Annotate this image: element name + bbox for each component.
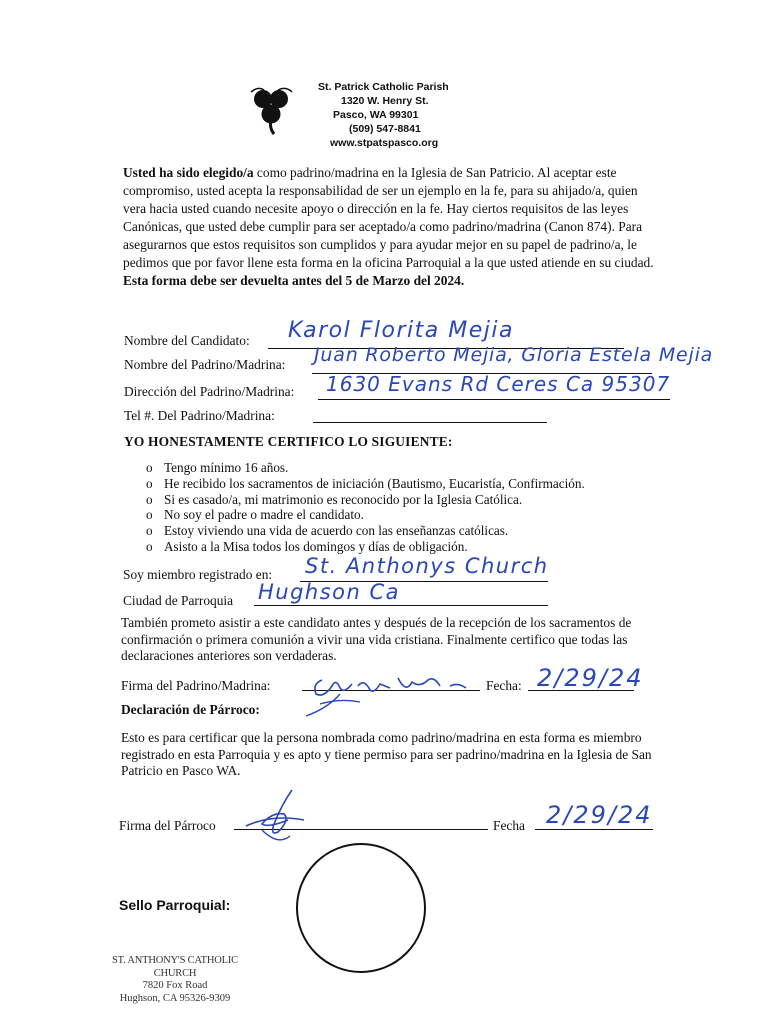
godparent-date-label: Fecha:: [486, 678, 522, 693]
godparent-signature-label: Firma del Padrino/Madrina:: [121, 678, 271, 693]
registered-value[interactable]: St. Anthonys Church: [305, 554, 549, 578]
pastor-date-value[interactable]: 2/29/24: [546, 801, 653, 829]
certify-item: o He recibido los sacramentos de iniciación (Bautismo, Eucaristía, Confirmación.: [146, 475, 585, 491]
certify-list: [146, 460, 585, 555]
city-line: [254, 605, 548, 606]
intro-lead: Usted ha sido elegido/a: [123, 165, 254, 180]
godparent-date-value[interactable]: 2/29/24: [537, 664, 644, 692]
bullet-icon: o: [146, 460, 153, 475]
godparent-address-line: [318, 399, 670, 400]
godparent-phone-label: Tel #. Del Padrino/Madrina:: [124, 408, 275, 423]
bullet-icon: o: [146, 538, 153, 554]
certify-title: YO HONESTAMENTE CERTIFICO LO SIGUIENTE:: [124, 434, 453, 449]
certify-item: o Asisto a la Misa todos los domingos y días de obligación.: [146, 538, 468, 554]
parish-phone: (509) 547-8841: [349, 123, 421, 135]
stamp-church-name: ST. ANTHONY'S CATHOLIC CHURCH: [112, 955, 238, 979]
shamrock-logo-icon: [248, 84, 294, 136]
intro-deadline: Esta forma debe ser devuelta antes del 5 de Marzo del 2024.: [123, 273, 465, 288]
registered-label: Soy miembro registrado en:: [123, 567, 273, 582]
seal-label: Sello Parroquial:: [119, 897, 231, 913]
certify-item: o Tengo mínimo 16 años.: [146, 460, 289, 475]
godparent-name-value[interactable]: Juan Roberto Mejia, Gloria Estela Mejia: [314, 344, 714, 366]
godparent-address-label: Dirección del Padrino/Madrina:: [124, 384, 295, 399]
pastor-date-label: Fecha: [493, 818, 525, 833]
bullet-icon: o: [146, 523, 153, 539]
candidate-label: Nombre del Candidato:: [124, 333, 250, 348]
parish-address-city: Pasco, WA 99301: [333, 109, 419, 121]
certify-item: o Estoy viviendo una vida de acuerdo con las enseñanzas católicas.: [146, 523, 509, 539]
church-stamp: [100, 955, 250, 1005]
parish-address-street: 1320 W. Henry St.: [341, 95, 429, 107]
godparent-phone-field[interactable]: [313, 422, 547, 423]
pastor-signature-icon: [232, 784, 322, 852]
bullet-icon: o: [146, 491, 153, 507]
pastor-statement: Esto es para certificar que la persona nombrada como padrino/madrina en esta forma es miembro registrado en esta Parroquia y es apto y tiene permiso para ser padrino/madrina en la Iglesia de San Patricio en Pasco WA.: [121, 730, 652, 778]
bullet-icon: o: [146, 507, 153, 523]
stamp-street: 7820 Fox Road: [142, 980, 208, 991]
godparent-name-label: Nombre del Padrino/Madrina:: [124, 357, 286, 372]
bullet-icon: o: [146, 475, 153, 491]
godparent-address-value[interactable]: 1630 Evans Rd Ceres Ca 95307: [326, 372, 671, 396]
city-value[interactable]: Hughson Ca: [258, 580, 401, 604]
promise-paragraph: También prometo asistir a este candidato antes y después de la recepción de los sacramentos de confirmación o primera comunión a vivir una vida cristiana. Finalmente certifico que todas las declaraciones anteriores son verdaderas.: [121, 615, 632, 663]
intro-paragraph: [123, 164, 663, 290]
candidate-value[interactable]: Karol Florita Mejia: [288, 318, 514, 343]
intro-body: como padrino/madrina en la Iglesia de San Patricio. Al aceptar este compromiso, usted acepta la responsabilidad de ser un ejemplo en la fe, para su ahijado/a, quien vera hacia usted cuando necesite apoyo o dirección en la fe. Hay ciertos requisitos de las leyes Canónicas, que usted debe cumplir para ser aceptado/a como padrino/madrina (Canon 874). Para asegurarnos que estos requisitos son cumplidos y para ayudar mejor en su papel de padrino/a, le pedimos que por favor llene esta forma en la oficina Parroquial a la que usted atiende en su ciudad.: [123, 165, 654, 270]
parish-header: [318, 80, 478, 150]
certify-item: o Si es casado/a, mi matrimonio es reconocido por la Iglesia Católica.: [146, 491, 523, 507]
godparent-signature-icon: [300, 664, 490, 722]
parish-website: www.stpatspasco.org: [330, 137, 439, 149]
pastor-signature-label: Firma del Párroco: [119, 818, 216, 833]
city-label: Ciudad de Parroquia: [123, 593, 234, 608]
stamp-city: Hughson, CA 95326-9309: [119, 992, 231, 1004]
parish-name: St. Patrick Catholic Parish: [318, 81, 449, 93]
parish-seal-circle: [296, 843, 426, 973]
pastor-declaration-title: Declaración de Párroco:: [121, 702, 260, 717]
certify-item: o No soy el padre o madre el candidato.: [146, 507, 364, 523]
pastor-date-line: [535, 829, 653, 830]
